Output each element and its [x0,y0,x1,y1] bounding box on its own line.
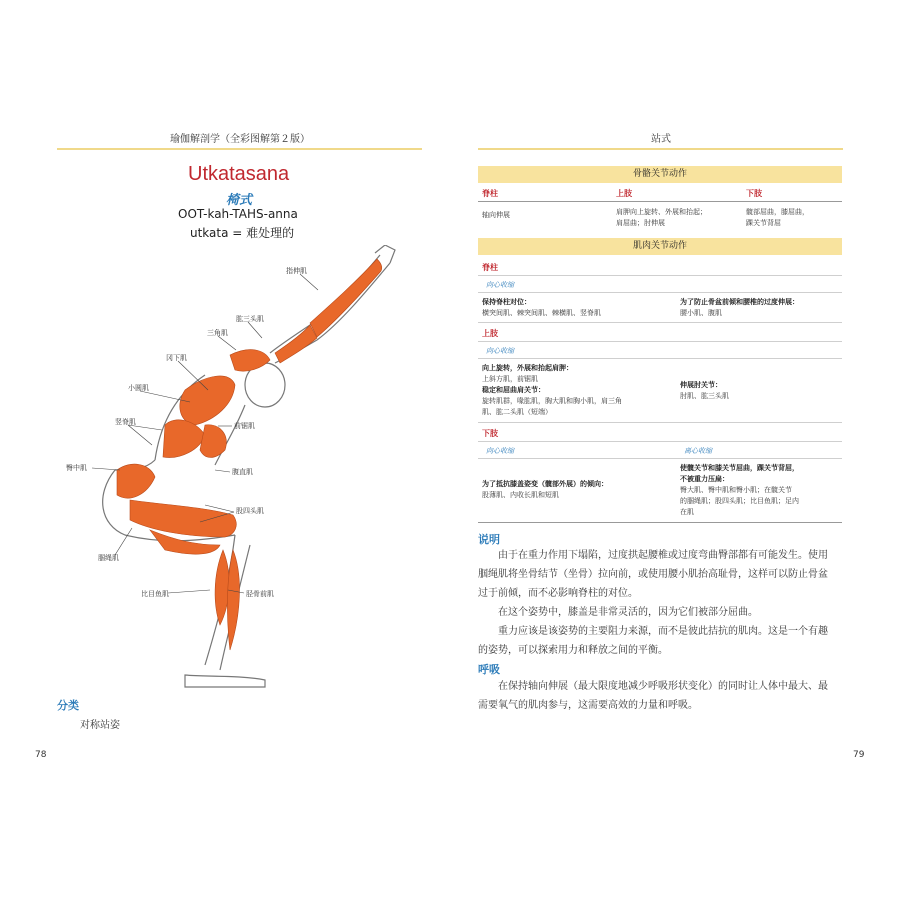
lower-right-bold-1: 使髋关节和膝关节屈曲，踝关节背屈， [680,464,799,472]
skeletal-col-spine: 脊柱 [482,189,498,198]
notes-p3-line-1: 重力应该是该姿势的主要阻力来源，而不是彼此拮抗的肌肉。这是一个有趣 [498,626,828,637]
lower-right-2: 的腘绳肌；股四头肌；比目鱼肌；足内 [680,497,799,505]
spine-right: 腰小肌、腹肌 [680,309,722,317]
label-rectus-abdominis: 腹直肌 [232,468,253,476]
label-teres-minor: 小圆肌 [128,384,149,392]
spine-divider-2 [478,292,842,293]
notes-paragraph-2: 在这个姿势中，膝盖是非常灵活的，因为它们被部分屈曲。 [498,607,758,618]
spine-left: 横突间肌、棘突间肌、棘横肌、竖脊肌 [482,309,601,317]
upper-subheading: 向心收缩 [486,347,514,355]
lower-divider-2 [478,458,842,459]
notes-p1-line-2: 腘绳肌将坐骨结节（坐骨）拉向前，或使用腰小肌抬高耻骨，这样可以防止骨盆 [478,569,828,580]
spine-heading: 脊柱 [482,263,498,272]
pronunciation: OOT-kah-TAHS-anna [178,207,298,221]
upper-divider-1 [478,341,842,342]
label-serratus: 前锯肌 [234,422,255,430]
label-gluteus-medius: 臀中肌 [66,464,87,472]
upper-left-2a: 旋转肌群，喙肱肌，胸大肌和胸小肌，肩三角 [482,397,622,405]
label-extensor: 指伸肌 [286,267,307,275]
upper-left-2b: 肌、肱二头肌（短端） [482,408,552,416]
label-erector: 竖脊肌 [115,418,136,426]
classification-text: 对称站姿 [80,720,120,731]
upper-divider-3 [478,422,842,423]
skeletal-lower-cell-1: 髋部屈曲，膝屈曲， [746,208,809,216]
lower-subheading-right: 离心收缩 [684,447,712,455]
upper-left-bold-2: 稳定和屈曲肩关节： [482,386,545,394]
lower-right-3: 在肌 [680,508,694,516]
lower-left-bold: 为了抵抗膝盖姿变（髋部外展）的倾向： [482,480,608,488]
label-infraspinatus: 冈下肌 [166,354,187,362]
right-page-header: 站式 [651,134,671,145]
upper-left-bold-1: 向上旋转，外展和抬起肩胛： [482,364,573,372]
notes-paragraph-3 [478,622,843,660]
pose-subtitle: 椅式 [226,193,253,208]
notes-paragraph-1 [478,546,843,603]
muscle-title: 肌肉关节动作 [478,238,842,255]
label-triceps: 肱三头肌 [236,315,264,323]
lower-subheading-left: 向心收缩 [486,447,514,455]
notes-p3-line-2: 的姿势，可以探索用力和释放之间的平衡。 [478,645,668,656]
upper-right-bold: 伸展肘关节： [680,381,722,389]
lower-left: 股薄肌、内收长肌和短肌 [482,491,559,499]
skeletal-title: 骨骼关节动作 [478,166,842,183]
upper-divider-2 [478,358,842,359]
skeletal-lower-cell-2: 踝关节背屈 [746,219,781,227]
upper-right: 肘肌、肱三头肌 [680,392,729,400]
upper-left-1: 上斜方肌，前锯肌 [482,375,538,383]
pose-title: Utkatasana [188,163,290,185]
notes-p1-line-1: 由于在重力作用下塌陷，过度拱起腰椎或过度弯曲臀部都有可能发生。使用 [498,550,828,561]
right-header-rule [478,148,843,150]
left-page-number: 78 [35,750,47,760]
label-tibialis: 胫骨前肌 [246,590,274,598]
etymology: utkata = 难处理的 [190,226,295,240]
lower-heading: 下肢 [482,429,498,438]
skeletal-spine-cell: 轴向伸展 [482,211,510,219]
spine-divider-1 [478,275,842,276]
left-page-header: 瑜伽解剖学（全彩图解第２版） [170,134,310,145]
lower-right-1: 臀大肌、臀中肌和臀小肌；在髋关节 [680,486,792,494]
skeletal-col-lower: 下肢 [746,189,762,198]
breath-line-2: 需要氧气的肌肉参与，这需要高效的力量和呼吸。 [478,700,698,711]
spine-divider-3 [478,322,842,323]
right-page-number: 79 [853,750,865,760]
notes-heading: 说明 [478,533,500,546]
label-deltoid: 三角肌 [207,329,228,337]
breath-heading: 呼吸 [478,663,500,676]
skeletal-col-upper: 上肢 [616,189,632,198]
table-bottom-rule [478,522,842,523]
classification-heading: 分类 [57,699,79,712]
skeletal-upper-cell-1: 肩胛向上旋转、外展和抬起； [616,208,707,216]
lower-divider-1 [478,441,842,442]
skeletal-divider [478,201,842,202]
spine-subheading: 向心收缩 [486,281,514,289]
breath-paragraph [478,677,843,715]
label-hamstrings: 腘绳肌 [98,554,119,562]
lower-right-bold-2: 不被重力压扁： [680,475,729,483]
skeletal-upper-cell-2: 肩屈曲；肘伸展 [616,219,665,227]
label-quadriceps: 股四头肌 [236,507,264,515]
spine-right-bold: 为了防止骨盆前倾和腰椎的过度伸展： [680,298,799,306]
breath-line-1: 在保持轴向伸展（最大限度地减少呼吸形状变化）的同时让人体中最大、最 [498,681,828,692]
notes-p1-line-3: 过于前倾，而不必影响脊柱的对位。 [478,588,638,599]
upper-heading: 上肢 [482,329,498,338]
label-gastrocnemius: 比目鱼肌 [141,590,169,598]
spine-left-bold: 保持脊柱对位： [482,298,531,306]
